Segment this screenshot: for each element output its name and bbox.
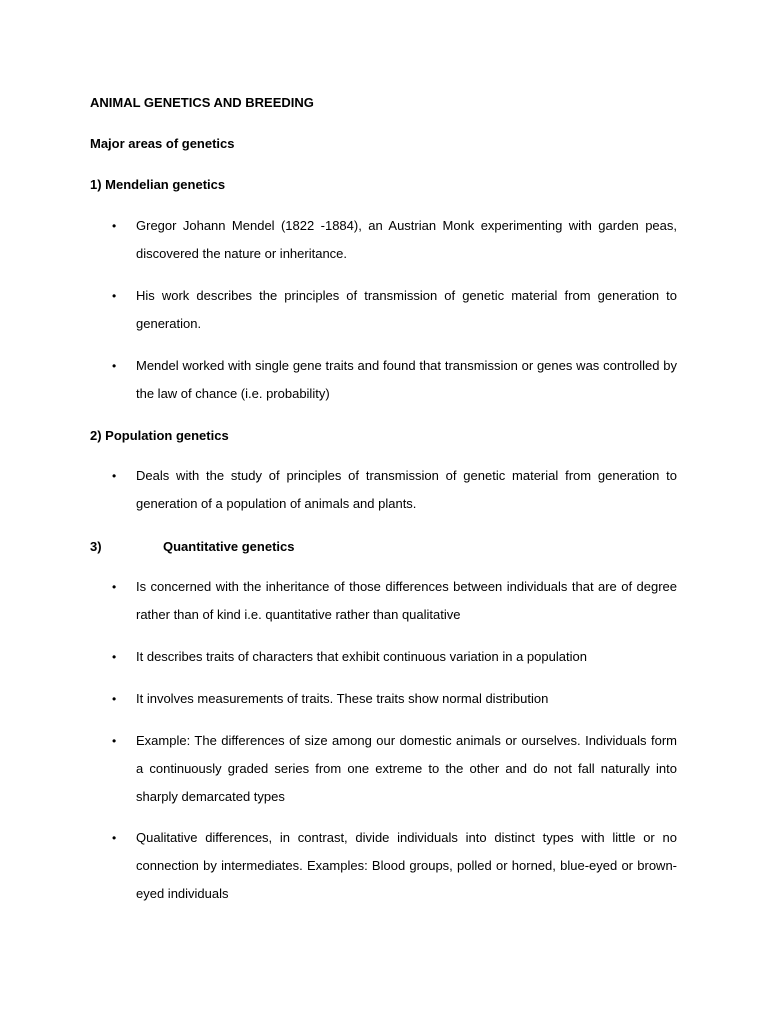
bullet-text: His work describes the principles of transmission of genetic material from generation to generation.: [136, 288, 677, 331]
list-item: [112, 824, 677, 908]
section-number: 3): [90, 539, 102, 554]
bullet-text: Example: The differences of size among our domestic animals or ourselves. Individuals form a continuously graded series from one extreme to the other and do not fall naturally into sharply demarcated types: [136, 733, 677, 804]
bullet-text: Mendel worked with single gene traits and found that transmission or genes was controlled by the law of chance (i.e. probability): [136, 358, 677, 401]
bullet-icon: •: [112, 219, 117, 233]
section-heading-text: Quantitative genetics: [163, 539, 295, 554]
document-title: ANIMAL GENETICS AND BREEDING: [90, 95, 314, 110]
bullet-icon: •: [112, 289, 117, 303]
list-item: [112, 462, 677, 518]
bullet-icon: •: [112, 734, 117, 748]
bullet-icon: •: [112, 580, 117, 594]
bullet-icon: •: [112, 831, 117, 845]
bullet-text: Qualitative differences, in contrast, divide individuals into distinct types with little or no connection by intermediates. Examples: Blood groups, polled or horned, blue-eyed or brown-eyed individuals: [136, 830, 677, 901]
list-item: [112, 643, 677, 671]
list-item: [112, 282, 677, 338]
subtitle-major-areas: Major areas of genetics: [90, 136, 235, 151]
list-item: [112, 573, 677, 629]
list-item: [112, 352, 677, 408]
bullet-text: Is concerned with the inheritance of those differences between individuals that are of degree rather than of kind i.e. quantitative rather than qualitative: [136, 579, 677, 622]
bullet-text: Gregor Johann Mendel (1822 -1884), an Austrian Monk experimenting with garden peas, discovered the nature or inheritance.: [136, 218, 677, 261]
bullet-icon: •: [112, 692, 117, 706]
list-item: [112, 212, 677, 268]
bullet-text: It describes traits of characters that exhibit continuous variation in a population: [136, 649, 587, 664]
bullet-text: Deals with the study of principles of transmission of genetic material from generation to generation of a population of animals and plants.: [136, 468, 677, 511]
section-heading-mendelian: 1) Mendelian genetics: [90, 177, 226, 192]
list-item: [112, 685, 677, 713]
list-item: [112, 727, 677, 811]
bullet-icon: •: [112, 469, 117, 483]
section-heading-quantitative: [90, 538, 294, 556]
section-heading-population: 2) Population genetics: [90, 428, 229, 443]
bullet-icon: •: [112, 359, 117, 373]
bullet-icon: •: [112, 650, 117, 664]
bullet-text: It involves measurements of traits. These traits show normal distribution: [136, 691, 549, 706]
